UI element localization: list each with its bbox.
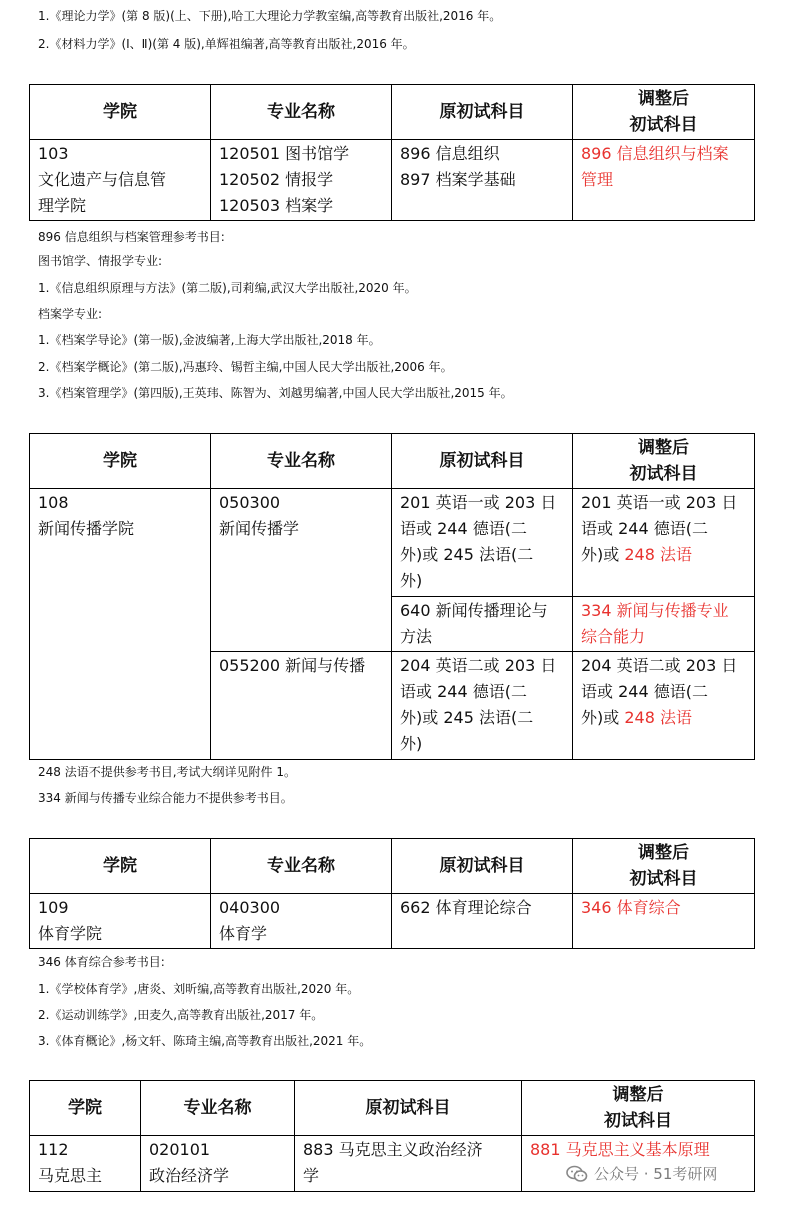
ref-item: 2.《运动训练学》,田麦久,高等教育出版社,2017 年。 <box>38 1008 324 1022</box>
original-subject-cell: 896 信息组织 897 档案学基础 <box>392 140 573 221</box>
major-cell: 055200 新闻与传播 <box>211 652 392 760</box>
header-adjusted-subject: 调整后 初试科目 <box>522 1081 755 1136</box>
top-ref-2: 2.《材料力学》(Ⅰ、Ⅱ)(第 4 版),单辉祖编著,高等教育出版社,2016 年。 <box>38 37 415 51</box>
table-header-row <box>30 839 755 894</box>
table-row <box>30 489 755 597</box>
table-header-row <box>30 434 755 489</box>
college-cell: 109 体育学院 <box>30 894 211 949</box>
ref-item: 3.《体育概论》,杨文轩、陈琦主编,高等教育出版社,2021 年。 <box>38 1034 372 1048</box>
table-header-row <box>30 85 755 140</box>
ref-subheading-library: 图书馆学、情报学专业: <box>38 254 163 268</box>
table-culture-heritage <box>29 84 755 221</box>
note-334: 334 新闻与传播专业综合能力不提供参考书目。 <box>38 791 293 805</box>
note-248: 248 法语不提供参考书目,考试大纲详见附件 1。 <box>38 765 296 779</box>
major-cell: 020101 政治经济学 <box>141 1136 295 1192</box>
changed-subject: 248 法语 <box>624 708 692 727</box>
college-cell: 108 新闻传播学院 <box>30 489 211 760</box>
table-sports <box>29 838 755 949</box>
header-major: 专业名称 <box>211 839 392 894</box>
ref-heading-896: 896 信息组织与档案管理参考书目: <box>38 230 225 244</box>
major-cell: 040300 体育学 <box>211 894 392 949</box>
adjusted-subject-cell: 334 新闻与传播专业 综合能力 <box>573 597 755 652</box>
original-subject-cell: 204 英语二或 203 日 语或 244 德语(二 外)或 245 法语(二 外) <box>392 652 573 760</box>
major-cell: 120501 图书馆学 120502 情报学 120503 档案学 <box>211 140 392 221</box>
table-journalism <box>29 433 755 760</box>
college-cell: 112 马克思主 <box>30 1136 141 1192</box>
table-row <box>30 894 755 949</box>
watermark-text: 公众号 · 51考研网 <box>594 1165 718 1183</box>
ref-item: 1.《学校体育学》,唐炎、刘昕编,高等教育出版社,2020 年。 <box>38 982 360 996</box>
adjusted-subject-cell: 346 体育综合 <box>573 894 755 949</box>
ref-item: 1.《档案学导论》(第一版),金波编著,上海大学出版社,2018 年。 <box>38 333 381 347</box>
major-cell: 050300 新闻传播学 <box>211 489 392 652</box>
header-adjusted-subject: 调整后 初试科目 <box>573 839 755 894</box>
header-major: 专业名称 <box>211 85 392 140</box>
top-ref-1: 1.《理论力学》(第 8 版)(上、下册),哈工大理论力学教室编,高等教育出版社,2016 年。 <box>38 9 502 23</box>
header-major: 专业名称 <box>141 1081 295 1136</box>
adjusted-subject-cell: 201 英语一或 203 日 语或 244 德语(二 外)或 248 法语 <box>573 489 755 597</box>
ref-heading-346: 346 体育综合参考书目: <box>38 955 165 969</box>
ref-subheading-archives: 档案学专业: <box>38 307 103 321</box>
ref-item: 2.《档案学概论》(第二版),冯惠玲、锡哲主编,中国人民大学出版社,2006 年。 <box>38 360 453 374</box>
adjusted-subject-cell: 881 马克思主义基本原理 <box>522 1136 755 1192</box>
original-subject-cell: 662 体育理论综合 <box>392 894 573 949</box>
header-college: 学院 <box>30 1081 141 1136</box>
header-college: 学院 <box>30 85 211 140</box>
original-subject-cell: 201 英语一或 203 日 语或 244 德语(二 外)或 245 法语(二 外) <box>392 489 573 597</box>
ref-item: 3.《档案管理学》(第四版),王英玮、陈智为、刘越男编著,中国人民大学出版社,2015 年。 <box>38 386 513 400</box>
original-subject-cell: 883 马克思主义政治经济 学 <box>295 1136 522 1192</box>
college-cell: 103 文化遗产与信息管 理学院 <box>30 140 211 221</box>
header-college: 学院 <box>30 434 211 489</box>
changed-subject: 248 法语 <box>624 545 692 564</box>
header-original-subject: 原初试科目 <box>392 85 573 140</box>
wechat-icon <box>566 1165 588 1183</box>
adjusted-subject-cell: 896 信息组织与档案 管理 <box>573 140 755 221</box>
header-adjusted-subject: 调整后 初试科目 <box>573 85 755 140</box>
adjusted-subject-cell: 204 英语二或 203 日 语或 244 德语(二 外)或 248 法语 <box>573 652 755 760</box>
table-row <box>30 140 755 221</box>
header-original-subject: 原初试科目 <box>392 434 573 489</box>
table-header-row <box>30 1081 755 1136</box>
header-original-subject: 原初试科目 <box>392 839 573 894</box>
header-major: 专业名称 <box>211 434 392 489</box>
ref-item: 1.《信息组织原理与方法》(第二版),司莉编,武汉大学出版社,2020 年。 <box>38 281 417 295</box>
original-subject-cell: 640 新闻传播理论与 方法 <box>392 597 573 652</box>
header-adjusted-subject: 调整后 初试科目 <box>573 434 755 489</box>
header-college: 学院 <box>30 839 211 894</box>
header-original-subject: 原初试科目 <box>295 1081 522 1136</box>
watermark <box>566 1163 717 1184</box>
